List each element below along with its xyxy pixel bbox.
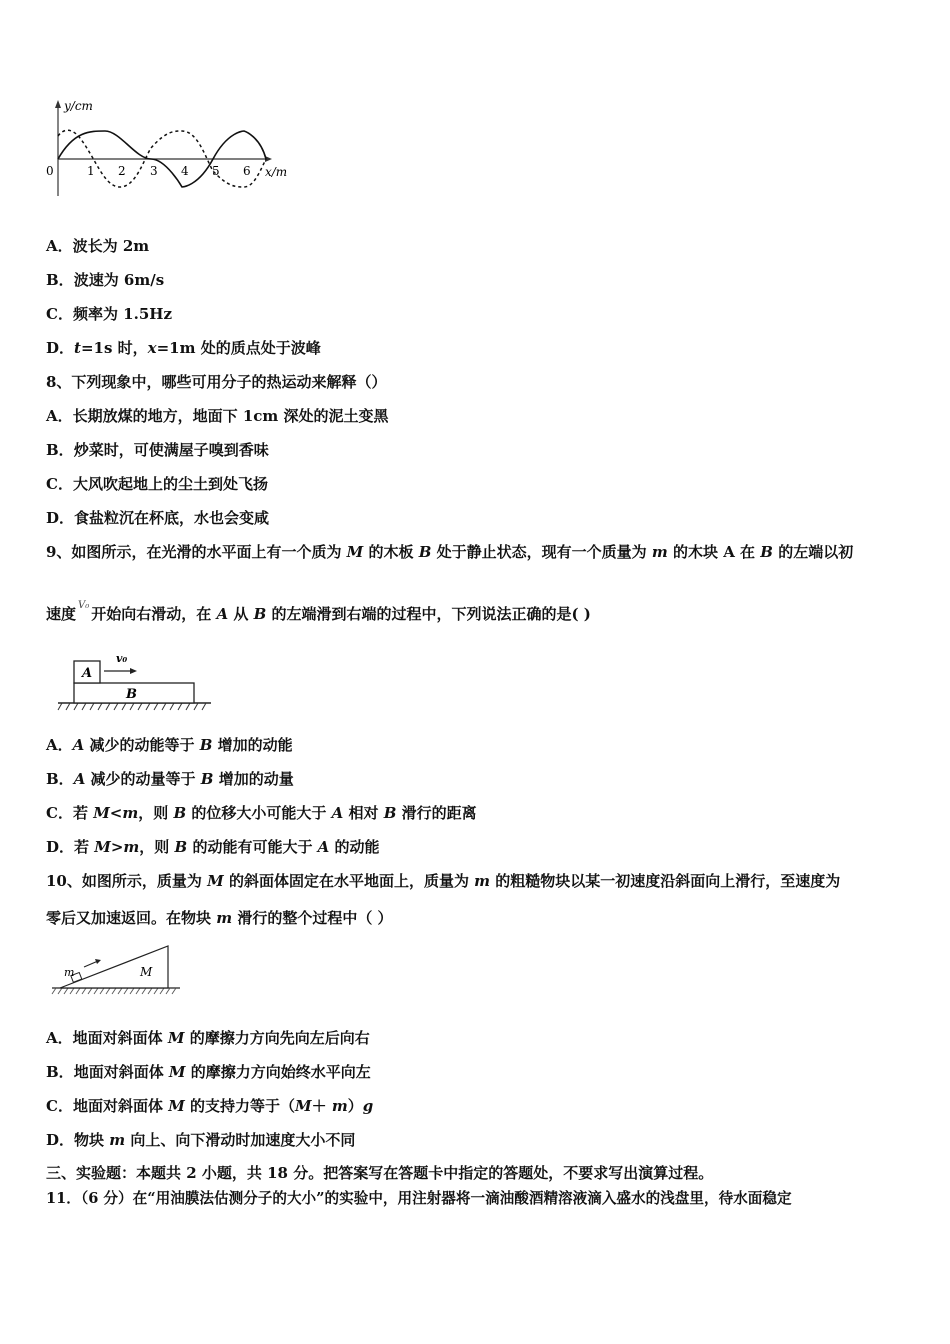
wedge-label: M — [140, 965, 153, 979]
x-tick-4: 4 — [181, 164, 189, 178]
x-tick-3: 3 — [150, 164, 158, 178]
block-a-label: A — [82, 666, 93, 681]
x-tick-1: 1 — [87, 164, 95, 178]
x-axis-label: x/m — [265, 165, 288, 179]
velocity-arrow — [84, 961, 98, 967]
q9-option-d: D．若 M>m，则 B 的动能有可能大于 A 的动能 — [46, 838, 380, 856]
x-tick-2: 2 — [118, 164, 126, 178]
x-tick-labels — [87, 164, 251, 178]
incline-figure — [50, 940, 190, 1002]
q10-stem-line2: 零后又加速返回。在物块 m 滑行的整个过程中（ ） — [46, 909, 393, 927]
origin-label: 0 — [46, 164, 54, 178]
q9-option-c: C．若 M<m，则 B 的位移大小可能大于 A 相对 B 滑行的距离 — [46, 804, 477, 822]
wave-graph-figure — [40, 96, 300, 206]
ground-hatching — [58, 703, 206, 710]
y-axis-label: y/cm — [64, 99, 93, 113]
q10-option-d: D．物块 m 向上、向下滑动时加速度大小不同 — [46, 1131, 356, 1149]
q7-option-c: C．频率为 1.5Hz — [46, 305, 172, 323]
y-axis-arrow — [55, 100, 61, 108]
q8-option-a: A．长期放煤的地方，地面下 1cm 深处的泥土变黑 — [46, 407, 389, 425]
q7-option-b: B．波速为 6m/s — [46, 271, 165, 289]
q8-option-b: B．炒菜时，可使满屋子嗅到香味 — [46, 441, 269, 459]
q10-option-c: C．地面对斜面体 M 的支持力等于（M＋ m）g — [46, 1097, 374, 1115]
q10-stem-line1: 10、如图所示，质量为 M 的斜面体固定在水平地面上，质量为 m 的粗糙物块以某一初速度沿斜面向上滑行，至速度为 — [46, 872, 841, 890]
block-board-figure — [56, 648, 216, 714]
q9-stem-line2: 速度 V₀ 开始向右滑动，在 A 从 B 的左端滑到右端的过程中，下列说法正确的是( ) — [46, 604, 591, 627]
q9-stem-line1: 9、如图所示，在光滑的水平面上有一个质为 M 的木板 B 处于静止状态，现有一个质量为 m 的木块 A 在 B 的左端以初 — [46, 543, 854, 561]
q7-option-a: A．波长为 2m — [46, 237, 150, 255]
block-m-label: m — [64, 966, 75, 979]
velocity-arrowhead — [130, 668, 137, 674]
q7-option-d: D．t=1s 时，x=1m 处的质点处于波峰 — [46, 339, 321, 357]
q9-option-b: B．A 减少的动量等于 B 增加的动量 — [46, 770, 294, 788]
section-3-heading: 三、实验题：本题共 2 小题，共 18 分。把答案写在答题卡中指定的答题处，不要求写出演算过程。 — [46, 1164, 714, 1182]
q8-option-c: C．大风吹起地上的尘土到处飞扬 — [46, 475, 268, 493]
q10-option-b: B．地面对斜面体 M 的摩擦力方向始终水平向左 — [46, 1063, 371, 1081]
q8-stem: 8、下列现象中，哪些可用分子的热运动来解释（） — [46, 373, 387, 391]
board-b-label: B — [126, 687, 137, 702]
q9-option-a: A．A 减少的动能等于 B 增加的动能 — [46, 736, 293, 754]
v0-symbol: V₀ — [78, 600, 90, 611]
ground-hatching — [52, 988, 176, 994]
q11-stem: 11．（6 分）在“用油膜法估测分子的大小”的实验中，用注射器将一滴油酸酒精溶液滴入盛水的浅盘里，待水面稳定 — [46, 1190, 792, 1207]
x-tick-5: 5 — [212, 164, 220, 178]
q10-option-a: A．地面对斜面体 M 的摩擦力方向先向左后向右 — [46, 1029, 370, 1047]
velocity-label: v₀ — [116, 652, 128, 665]
q8-option-d: D．食盐粒沉在杯底，水也会变咸 — [46, 509, 270, 527]
x-tick-6: 6 — [243, 164, 251, 178]
